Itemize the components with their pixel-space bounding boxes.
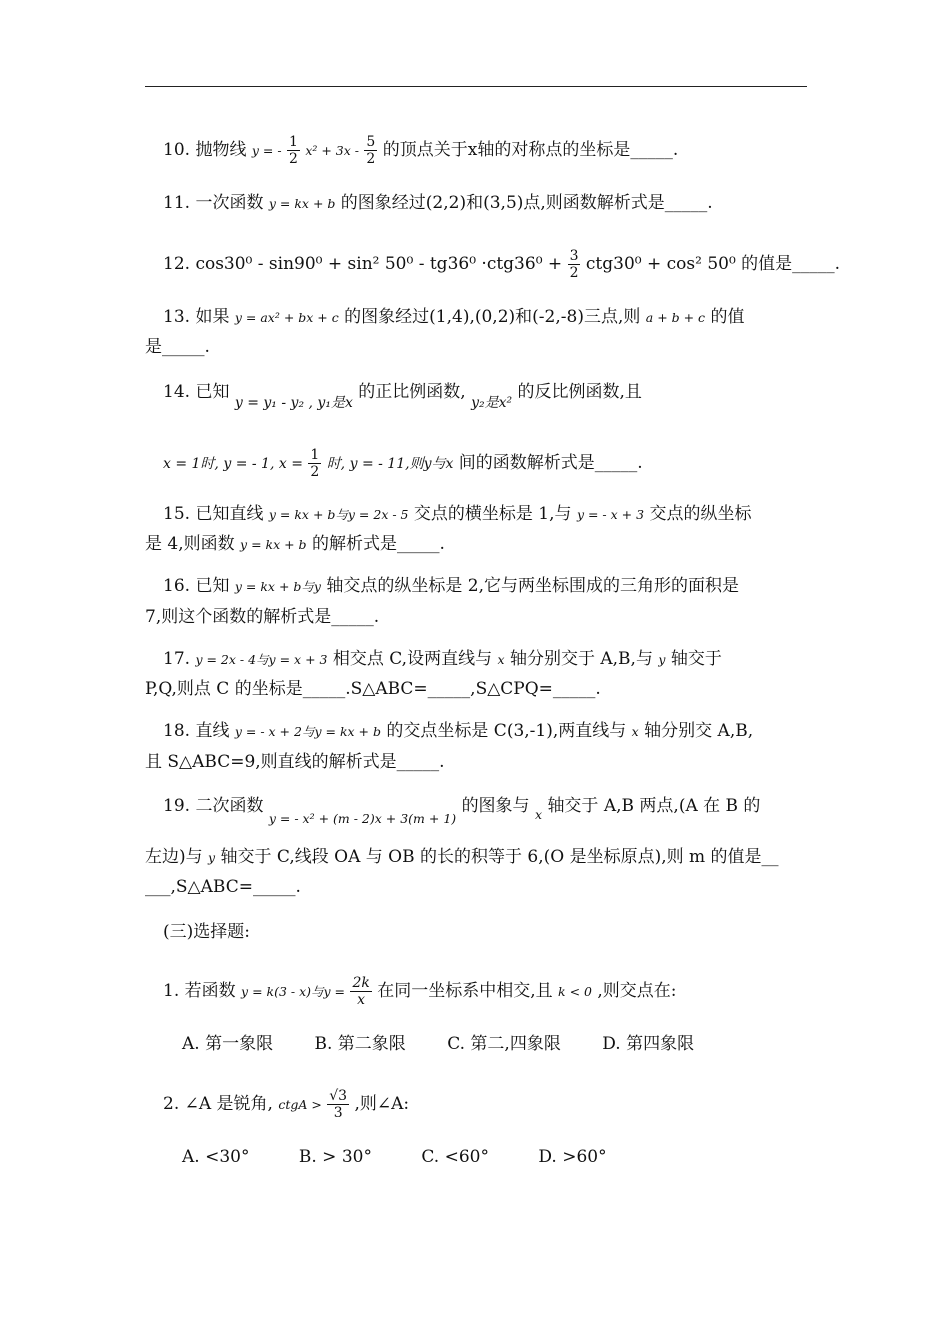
question-text: ,则∠A: xyxy=(354,1094,410,1114)
option-d: D. 第四象限 xyxy=(602,1034,695,1054)
question-13-cont: 是_____. xyxy=(145,337,210,357)
question-text: 轴交于 A,B 两点,(A 在 B 的 xyxy=(547,796,761,816)
math-expression: y = kx + b xyxy=(240,537,307,552)
fraction: $\frac{1}{2}$ xyxy=(310,447,320,480)
math-expression: y = - x + 3 xyxy=(576,507,645,522)
question-text: ctg30⁰ + cos² 50⁰ 的值是_____. xyxy=(585,254,841,274)
choice-options-1 xyxy=(182,1033,694,1055)
choice-question-1 xyxy=(163,975,677,1008)
question-text: 轴交于 xyxy=(670,649,722,669)
question-number: 10. 抛物线 xyxy=(163,140,247,160)
question-text: 相交点 C,设两直线与 xyxy=(332,649,493,669)
option-b: B. > 30° xyxy=(298,1147,372,1167)
question-text: ,则交点在: xyxy=(597,981,677,1001)
math-expression: x² + 3x - xyxy=(305,143,359,158)
math-expression: y = - xyxy=(251,143,282,158)
question-number: 16. 已知 xyxy=(163,576,230,596)
math-expression: 12. cos30⁰ - sin90⁰ + sin² 50⁰ - tg36⁰ ·ctg36⁰ + xyxy=(163,254,563,274)
math-variable: y xyxy=(208,850,216,865)
question-19-cont2: ___,S△ABC=_____. xyxy=(145,877,301,897)
math-expression: y = - x² + (m - 2)x + 3(m + 1) xyxy=(268,811,457,826)
question-number: 17. xyxy=(163,649,191,669)
question-number: 13. 如果 xyxy=(163,307,230,327)
question-number: 18. 直线 xyxy=(163,721,230,741)
option-d: D. >60° xyxy=(538,1147,607,1167)
fraction: $\frac{2k}{x}$ xyxy=(352,975,370,1008)
math-variable: x xyxy=(534,807,543,822)
question-14-cont xyxy=(163,447,643,480)
math-expression: x = 1时, y = - 1, x = xyxy=(163,456,303,472)
question-number: 2. ∠A 是锐角, xyxy=(163,1094,273,1114)
question-text: 轴分别交 A,B, xyxy=(644,721,754,741)
header-rule xyxy=(145,86,807,87)
question-text: 的顶点关于x轴的对称点的坐标是_____. xyxy=(382,140,679,160)
question-text: 的图象经过(1,4),(0,2)和(-2,-8)三点,则 xyxy=(344,307,641,327)
question-text: 轴交于 C,线段 OA 与 OB 的长的积等于 6,(O 是坐标原点),则 m 的值是__ xyxy=(220,847,779,867)
question-18 xyxy=(163,720,753,743)
math-variable: x xyxy=(631,724,639,739)
option-c: C. 第二,四象限 xyxy=(447,1034,561,1054)
fraction: $\frac{1}{2}$ xyxy=(288,134,298,167)
question-17 xyxy=(163,648,722,671)
question-text: 的解析式是_____. xyxy=(311,534,445,554)
math-expression: y = y₁ - y₂ , y₁是x xyxy=(234,395,353,411)
question-12 xyxy=(163,248,840,281)
fraction: $\frac{5}{2}$ xyxy=(366,134,376,167)
math-expression: y₂是x² xyxy=(471,395,513,411)
math-expression: a + b + c xyxy=(645,310,706,325)
question-11 xyxy=(163,192,713,215)
question-10 xyxy=(163,134,678,167)
question-18-cont: 且 S△ABC=9,则直线的解析式是_____. xyxy=(145,752,445,772)
question-15-cont xyxy=(145,533,445,556)
question-text: 的图象与 xyxy=(461,796,530,816)
option-a: A. 第一象限 xyxy=(182,1034,274,1054)
question-text: 轴交点的纵坐标是 2,它与两坐标围成的三角形的面积是 xyxy=(326,576,739,596)
math-expression: y = - x + 2与y = kx + b xyxy=(234,724,381,739)
question-text: 的反比例函数,且 xyxy=(517,382,642,402)
question-text: 的交点坐标是 C(3,-1),两直线与 xyxy=(386,721,627,741)
question-text: 交点的纵坐标 xyxy=(649,504,752,524)
question-text: 左边)与 xyxy=(145,847,203,867)
question-14 xyxy=(163,381,642,411)
question-15 xyxy=(163,503,751,526)
question-text: 在同一坐标系中相交,且 xyxy=(377,981,553,1001)
math-expression: 时, y = - 11,则y与x xyxy=(326,456,454,472)
option-c: C. <60° xyxy=(421,1147,489,1167)
question-text: 的值 xyxy=(710,307,745,327)
option-a: A. <30° xyxy=(182,1147,250,1167)
question-number: 19. 二次函数 xyxy=(163,796,264,816)
math-expression: y = kx + b与y xyxy=(234,579,321,594)
question-text: 的正比例函数, xyxy=(358,382,466,402)
math-expression: y = 2x - 4与y = x + 3 xyxy=(195,652,328,667)
math-expression: y = ax² + bx + c xyxy=(234,310,339,325)
choice-question-2 xyxy=(163,1088,409,1121)
question-text: 是 4,则函数 xyxy=(145,534,235,554)
math-expression: y = kx + b xyxy=(268,196,336,211)
math-expression: y = kx + b与y = 2x - 5 xyxy=(268,507,409,522)
math-variable: x xyxy=(497,652,505,667)
question-text: 的图象经过(2,2)和(3,5)点,则函数解析式是_____. xyxy=(340,193,713,213)
question-19-cont xyxy=(145,846,779,869)
math-expression: k < 0 xyxy=(558,984,592,999)
section-title: (三)选择题: xyxy=(163,922,250,942)
option-b: B. 第二象限 xyxy=(314,1034,406,1054)
question-17-cont: P,Q,则点 C 的坐标是_____.S△ABC=_____,S△CPQ=_____. xyxy=(145,679,601,699)
math-variable: y xyxy=(658,652,666,667)
question-text: 间的函数解析式是_____. xyxy=(458,453,643,473)
question-number: 11. 一次函数 xyxy=(163,193,264,213)
choice-options-2 xyxy=(182,1146,607,1168)
math-expression: y = k(3 - x)与y = xyxy=(241,984,346,999)
question-text: 交点的横坐标是 1,与 xyxy=(413,504,572,524)
question-19 xyxy=(163,795,761,826)
question-text: 轴分别交于 A,B,与 xyxy=(509,649,653,669)
fraction: $\frac{√3}{3}$ xyxy=(329,1088,348,1121)
question-number: 1. 若函数 xyxy=(163,981,236,1001)
math-expression: ctgA > xyxy=(278,1097,322,1112)
question-16-cont: 7,则这个函数的解析式是_____. xyxy=(145,607,380,627)
question-number: 14. 已知 xyxy=(163,382,230,402)
question-16 xyxy=(163,575,739,598)
question-13 xyxy=(163,306,744,329)
question-number: 15. 已知直线 xyxy=(163,504,264,524)
fraction: $\frac{3}{2}$ xyxy=(569,248,579,281)
